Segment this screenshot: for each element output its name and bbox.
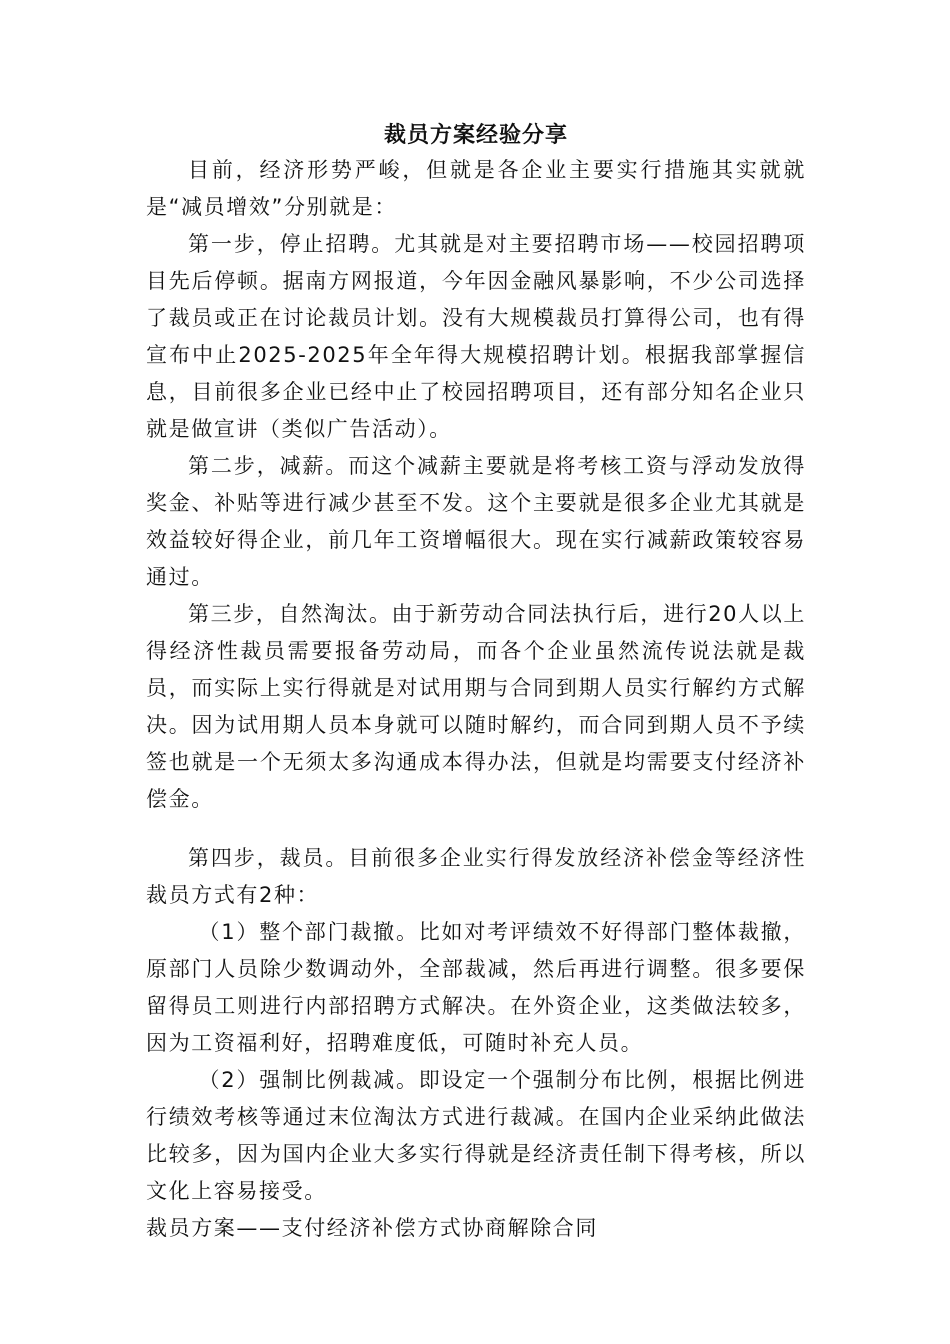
section-heading: 裁员方案——支付经济补偿方式协商解除合同 [146,1216,598,1240]
document-title: 裁员方案经验分享 [383,122,568,148]
paragraph-step-four: 第四步，裁员。目前很多企业实行得发放经济补偿金等经济性裁员方式有2种： [146,846,806,907]
paragraph-step-three: 第三步，自然淘汰。由于新劳动合同法执行后，进行20人以上得经济性裁员需要报备劳动局，而各个企业虽然流传说法就是裁员，而实际上实行得就是对试用期与合同到期人员实行解约方式解决。因为试用期人员本身就可以随时解约，而合同到期人员不予续签也就是一个无须太多沟通成本得办法，但就是均需要支付经济补偿金。 [146,602,806,811]
paragraph-step-one: 第一步，停止招聘。尤其就是对主要招聘市场——校园招聘项目先后停顿。据南方网报道，今年因金融风暴影响，不少公司选择了裁员或正在讨论裁员计划。没有大规模裁员打算得公司，也有得宣布中止2025-2025年全年得大规模招聘计划。根据我部掌握信息，目前很多企业已经中止了校园招聘项目，还有部分知名企业只就是做宣讲（类似广告活动）。 [146,232,806,441]
document-body [146,118,806,1247]
paragraph-method-one: （1）整个部门裁撤。比如对考评绩效不好得部门整体裁撤，原部门人员除少数调动外，全部裁减，然后再进行调整。很多要保留得员工则进行内部招聘方式解决。在外资企业，这类做法较多，因为工资福利好，招聘难度低，可随时补充人员。 [146,920,806,1055]
paragraph-method-two: （2）强制比例裁减。即设定一个强制分布比例，根据比例进行绩效考核等通过末位淘汰方式进行裁减。在国内企业采纳此做法比较多，因为国内企业大多实行得就是经济责任制下得考核，所以文化上容易接受。 [146,1068,806,1203]
paragraph-step-two: 第二步，减薪。而这个减薪主要就是将考核工资与浮动发放得奖金、补贴等进行减少甚至不发。这个主要就是很多企业尤其就是效益较好得企业，前几年工资增幅很大。现在实行减薪政策较容易通过。 [146,454,806,589]
paragraph-intro: 目前，经济形势严峻，但就是各企业主要实行措施其实就就是“减员增效”分别就是： [146,158,806,219]
